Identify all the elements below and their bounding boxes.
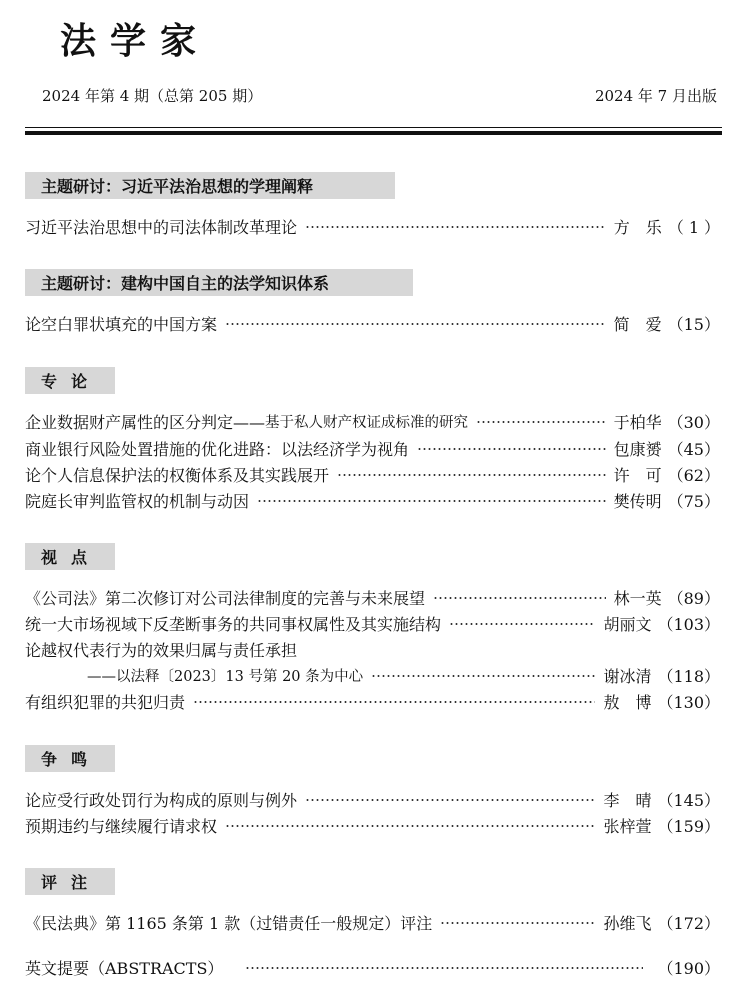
entry-author: 胡丽文 [603,614,652,634]
toc-entry[interactable] [25,814,720,836]
entry-title: 论空白罪状填充的中国方案 [25,314,218,334]
entry-page: （45） [667,439,720,459]
entry-title: 《公司法》第二次修订对公司法律制度的完善与未来展望 [25,588,426,608]
dot-leader [433,597,606,599]
publication-date: 2024 年 7 月出版 [594,86,717,105]
entry-page: （118） [657,666,720,686]
toc-entry[interactable] [25,690,720,712]
entry-page: （172） [657,913,720,933]
dot-leader [225,323,606,325]
entry-page: （62） [667,465,720,485]
dot-leader [305,226,606,228]
issue-line [42,85,717,105]
toc-entry[interactable] [25,215,725,237]
entry-title: 预期违约与继续履行请求权 [25,816,218,836]
dot-leader [440,922,595,924]
entry-subtitle: ——以法释〔2023〕13 号第 20 条为中心 [87,668,364,685]
entry-author: 于柏华 [613,412,662,432]
entry-title: 统一大市场视域下反垄断事务的共同事权属性及其实施结构 [25,614,442,634]
entry-page: （190） [657,958,720,978]
entry-page: （103） [657,614,720,634]
entry-page: （1） [667,217,725,237]
entry-author: 许 可 [613,465,662,485]
dot-leader [417,448,606,450]
header-rule-thin [25,127,722,128]
entry-title: 英文提要（ABSTRACTS） [25,958,224,978]
entry-author: 樊传明 [613,491,662,511]
dot-leader [245,967,643,969]
toc-entry[interactable] [25,437,720,459]
section-heading: 主题研讨：建构中国自主的法学知识体系 [25,269,413,296]
entry-author: 林一英 [613,588,662,608]
entry-page: （159） [657,816,720,836]
toc-entry[interactable] [25,612,720,634]
entry-title: 有组织犯罪的共犯归责 [25,692,186,712]
section-heading: 视点 [25,543,115,570]
toc-entry[interactable] [25,463,720,485]
entry-author: 孙维飞 [603,913,652,933]
toc-entry[interactable] [25,638,720,660]
entry-title: 论个人信息保护法的权衡体系及其实践展开 [25,465,330,485]
dot-leader [193,701,595,703]
entry-page: （75） [667,491,720,511]
entry-title: 论应受行政处罚行为构成的原则与例外 [25,790,298,810]
section-heading: 争鸣 [25,745,115,772]
entry-title: 《民法典》第 1165 条第 1 款（过错责任一般规定）评注 [25,913,433,933]
entry-page: （89） [667,588,720,608]
entry-author: 谢冰清 [603,666,652,686]
toc-entry-abstracts[interactable] [25,956,720,978]
toc-entry[interactable] [25,788,720,810]
entry-author: 包康赟 [613,439,662,459]
toc-entry[interactable] [25,312,720,334]
header-rule-thick [25,131,722,135]
entry-subtitle: 基于私人财产权证成标准的研究 [265,414,469,431]
dot-leader [225,825,595,827]
issue-number: 2024 年第 4 期（总第 205 期） [42,86,263,105]
entry-title: 习近平法治思想中的司法体制改革理论 [25,217,298,237]
section-heading: 专论 [25,367,115,394]
dot-leader [476,421,606,423]
toc-entry[interactable] [25,410,720,432]
entry-title: 商业银行风险处置措施的优化进路：以法经济学为视角 [25,439,410,459]
dot-leader [449,623,595,625]
section-heading: 评注 [25,868,115,895]
entry-page: （30） [667,412,720,432]
entry-title: 论越权代表行为的效果归属与责任承担 [25,640,298,660]
entry-author: 李 晴 [603,790,652,810]
dot-leader [371,675,595,677]
dot-leader [257,500,606,502]
entry-author: 敖 博 [603,692,652,712]
entry-author: 简 爱 [613,314,662,334]
entry-page: （145） [657,790,720,810]
dot-leader [305,799,595,801]
entry-author: 张梓萱 [603,816,652,836]
entry-title: 企业数据财产属性的区分判定—— [25,412,266,432]
entry-author: 方 乐 [613,217,662,237]
toc-entry[interactable] [25,911,720,933]
entry-page: （130） [657,692,720,712]
entry-title: 院庭长审判监管权的机制与动因 [25,491,250,511]
toc-entry[interactable] [25,586,720,608]
section-heading: 主题研讨：习近平法治思想的学理阐释 [25,172,395,199]
toc-entry-continuation[interactable] [25,664,720,686]
journal-title: 法学家 [60,21,211,62]
entry-page: （15） [667,314,720,334]
dot-leader [337,474,606,476]
toc-entry[interactable] [25,489,720,511]
